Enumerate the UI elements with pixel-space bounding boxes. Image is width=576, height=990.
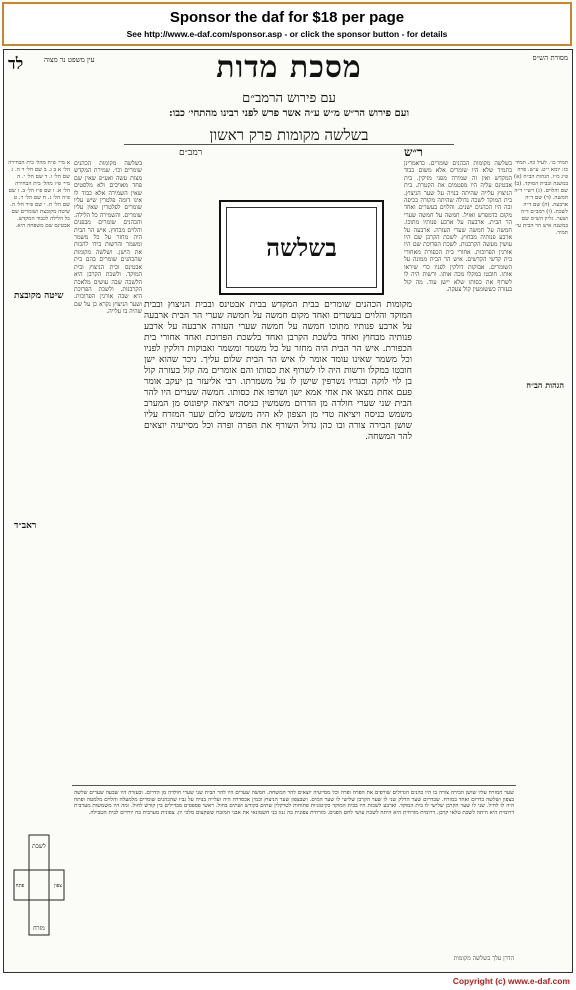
sponsor-banner[interactable] (2, 2, 572, 46)
mishnah-text: מקומות הכהנים שומרים בבית המקדש בבית אבטינס ובבית הניצוץ ובבית המוקד והלוים בעשרים ואחד מקום חמשה על חמשה שערי הר הבית ארבעה על ארבע פנותיו מתוכו חמשה על חמשה שערי העזרה ארבעה על ארבע פנותיה מבחוץ ואחד בלשכת הקרבן ואחד בלשכת הפרוכת ואחד אחורי בית הכפורת. איש הר הבית היה מחזר על כל משמר ומשמר ואבוקות דולקין לפניו וכל משמר שאינו עומד אומר לו איש הר הבית שלום עליך. ניכר שהוא ישן חובטו במקלו ורשות היה לו לשרוף את כסותו והם אומרים מה קול בעזרה קול בן לוי לוקה ובגדיו נשרפין שישן לו על משמרתו. רבי אליעזר בן יעקב אומר פעם אחת מצאו את אחי אמא ישן ושרפו את כסותו. חמשה שערים היו להר הבית שני שערי חולדה מן הדרום משמשין כניסה ויציאה קיפונוס מן המערב משמש כניסה ויציאה טדי מן הצפון לא היה משמש כלום שער המזרח עליו שושן הבירה צורה ובו כהן גדול השורף את הפרה ופרה וכל מסייעיה יוצאים להר המשחה. (144, 300, 412, 442)
tractate-title: מסכת מדות (216, 50, 362, 85)
diagram-label-bottom: מזרח (33, 925, 45, 932)
rambam-label: רמב״ם (179, 148, 203, 158)
subtitle-rosh: ועם פירוש הר״ש מ״ש ע״ה אשר פרש לפני רבינו מהתחי׳ כבו: (168, 108, 410, 119)
opening-word-box (219, 200, 384, 295)
daf-number: לד (8, 54, 24, 73)
bottom-divider (72, 785, 516, 786)
shita-label: שיטה מקובצת (14, 291, 64, 301)
diagram-label-right: צפון (54, 883, 62, 889)
hagahot-label: הגהות הב״ח (526, 380, 564, 390)
rashi-commentary: בשלשה מקומות הכהנים שומרים. כדאמרינן בתמיד שלא היו שומרים אלא משום כבוד המקדש ואין זה שמירה מפני מזיקין. בית אבטינס עליה היו מפטמים את הקטרת. בית הניצוץ עלייה שהיתה בנויה על שער הניצוץ. בית המוקד לשכה גדולה שהיתה מקורה בכיפה ובה היו הכהנים ישנים. והלוים בעשרים ואחד מקום כדמפרש ואזיל. חמשה על חמשה שערי הר הבית. ארבעה על ארבע פנותיו מתוכו. חמשה על חמשה שערי העזרה. ארבעה על ארבע פנותיה מבחוץ. לשכת הקרבן שם היו עושין מעשה הקרבנות. לשכת הפרוכת שם היו אורגין הפרוכות. אחורי בית הכפורת מאחורי בית קדשי הקדשים. איש הר הבית ממונה על השומרים. אבוקות דולקין לפניו כדי שיראו אותו. חובטו במקלו מכה אותו. ורשות היה לו לשרוף את כסותו שלא יישן עוד. מה קול בעזרה כששומעין קול צעקה. (404, 160, 512, 293)
ein-mishpat-header: עין משפט נר מצוה (44, 56, 95, 64)
bottom-commentary: שער המזרח עליו שושן הבירה צורה בו היו כהנים הגדולים שורפים את הפרה ופרה וכל מסייעיה יוצאים להר המשחה. חמשה שערים היו להר הבית שני שערי חולדה מן הדרום. ובעזרה היו שבעה שערים שלשה בצפון ושלשה בדרום ואחד במזרח. שבדרום שער הדלק שני לו שער הקרבן שלישי לו שער המים. ושבצפון שער הניצוץ וכמין אכסדרה היה ועלייה בנויה על גביו שהכהנים שומרים מלמעלה והלוים מלמטה ופתח היה לו לחיל. שני לו שער הקרבן שלישי לו בית המוקד. וארבע לשכות היו בבית המוקד כקיטוניות פתוחות לטרקלין שתים בקודש ושתים בחול. ראשי פספסים מבדילים בין קודש לחול. ומה היו משמשות מערבית דרומית היא היתה לשכת טלאי קרבן. דרומית מזרחית היא היתה לשכת עושי לחם הפנים. מזרחית צפונית בה גנזו בני חשמונאי את אבני המזבח ששקצום מלכי יון. צפונית מערבית בה יורדים לבית הטבילה. (74, 790, 514, 816)
sponsor-subtitle[interactable]: See http://www.e-daf.com/sponsor.asp - or click the sponsor button - for details (126, 29, 448, 39)
raavad-label: ראב״ד (14, 521, 37, 531)
copyright-link[interactable]: Copyright (c) www.e-daf.com (452, 976, 570, 986)
ein-mishpat-column: א מיי׳ פ״ח מהל׳ בית הבחירה הל׳ א ב ג. ב שם הל׳ ד ה. ג שם הל׳ ו. ד שם הל׳ י. ה מיי׳ פ״ו מהל׳ בית הבחירה הל׳ א. ו שם פ״ז הל׳ ב. ז שם פ״ה הל׳ ג. ח שם הל׳ ד. ט שם הל׳ ח. י שם פ״ד הל׳ ה. שיטה מקובצת ושומרים שם כל הלילה לכבוד המקדש. אבטינס שם משפחה היא. (8, 160, 70, 229)
sponsor-title[interactable]: Sponsor the daf for $18 per page (169, 9, 405, 26)
temple-diagram (10, 830, 68, 940)
subtitle-rambam: עם פירוש הרמב״ם (242, 91, 336, 106)
masoret-hashas-column: תמיד כו׳. לעיל כה. תמיד כז: יומא י״ט. ע״ש. פרה פ״ג מ״ו. הגהות הב״ח (א) במשנה ובבית המוקד. (ב) שם והלוים. (ג) רש״י ד״ה חמשה. (ד) שם ד״ה ארבעה. (ה) שם ד״ה לשכת. (ו) רמב״ם ד״ה ושער. גליון הש״ס שם במשנה איש הר הבית עי׳ תמיד. (514, 160, 568, 236)
diagram-label-top: לשכת (32, 843, 46, 850)
rashi-label: ר״ש (404, 145, 423, 159)
chapter-end-note: הדרן עלך בשלשה מקומות (453, 955, 514, 962)
opening-word: בשלשה (226, 207, 377, 288)
chapter-title: בשלשה מקומות פרק ראשון (209, 126, 369, 144)
rambam-commentary: בשלשה מקומות הכהנים שומרים וכו׳. שמירת המקדש מצות עשה ואע״פ שאין שם פחד מאויבים ולא מלסטים שאין השמירה אלא כבוד לו אינו דומה פלטרין שיש עליו שומרים לפלטרין שאין עליו שומרים. והשמירה כל הלילה. והכהנים שומרים מבפנים והלוים מבחוץ. איש הר הבית היה מחזר על כל משמר ומשמר והרשות בידו להכות את הישן. ושלשה מקומות שהכהנים שומרים בהם בית אבטינס ובית הניצוץ ובית המוקד. ולשכת הקרבן היא הלשכה שבה עושים מלאכת הקרבנות. ולשכת הפרוכת היא שבה אורגין הפרוכות. ושער הניצוץ נקרא כן על שם שהיה בו עלייה. (74, 160, 142, 316)
diagram-label-left: פתח (15, 883, 25, 889)
running-head: מסורת הש״ס (532, 54, 568, 62)
talmud-page (3, 49, 573, 973)
